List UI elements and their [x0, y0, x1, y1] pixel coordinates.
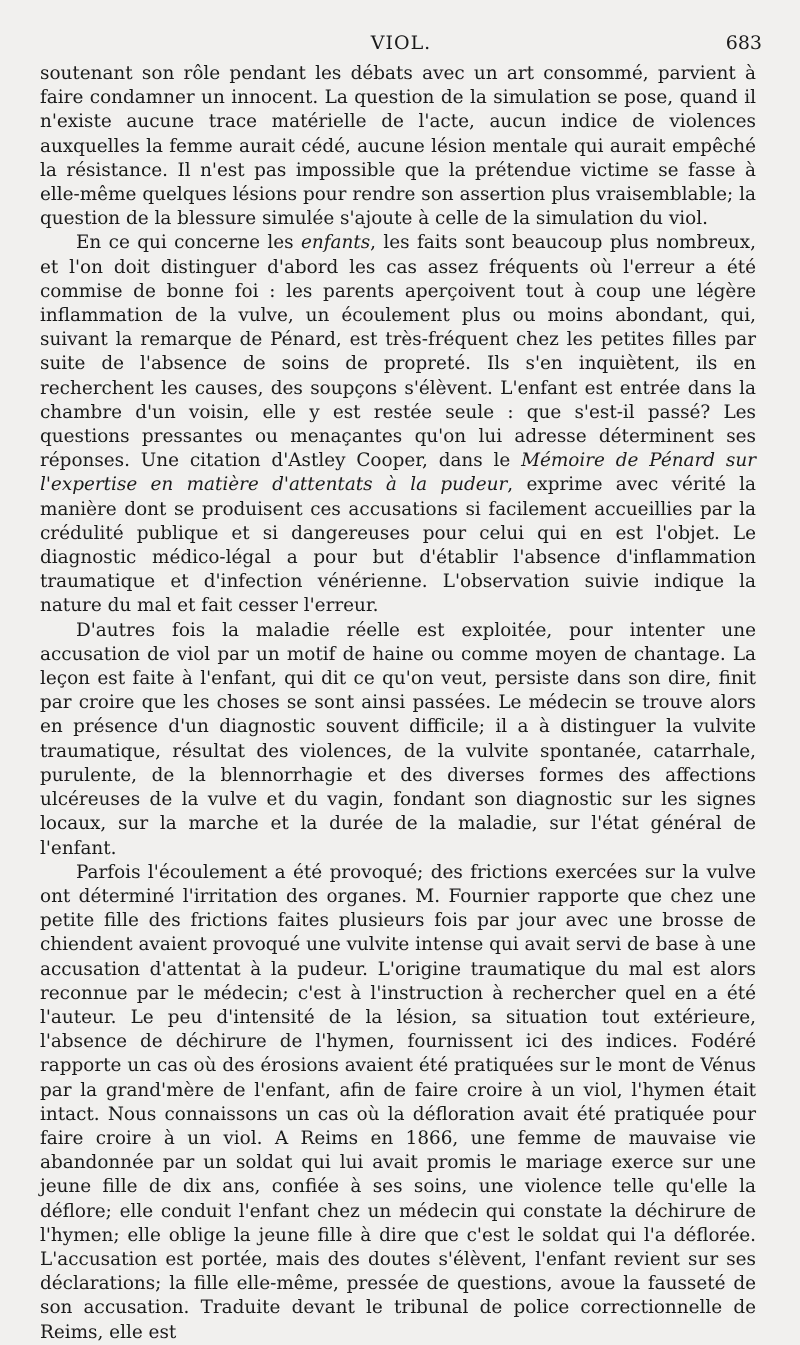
text-segment: soutenant son rôle pendant les débats avec un art consommé, parvient à faire condamner un innocent. La question de la simulation se pose, quand il n'existe aucune trace matérielle de l'acte, aucun indice de violences auxquelles la femme aurait cédé, aucune lésion mentale qui aurait empêché la résistance. Il n'est pas impossible que la prétendue victime se fasse à elle-même quelques lésions pour rendre son assertion plus vraisemblable; la question de la blessure simulée s'ajoute à celle de la simulation du viol.: [40, 63, 756, 230]
italic-segment: enfants: [301, 232, 371, 254]
page-header: [40, 32, 762, 60]
text-segment: D'autres fois la maladie réelle est exploitée, pour intenter une accusation de viol par un motif de haine ou comme moyen de chantage. La leçon est faite à l'enfant, qui dit ce qu'on veut, persiste dans son dire, finit par croire que les choses se sont ainsi passées. Le médecin se trouve alors en présence d'un diagnostic souvent difficile; il a à distinguer la vulvite traumatique, résultat des violences, de la vulvite spontanée, catarrhale, purulente, de la blennorrhagie et des diverses formes des affections ulcéreuses de la vulve et du vagin, fondant son diagnostic sur les signes locaux, sur la marche et la durée de la maladie, sur l'état général de l'enfant.: [40, 619, 756, 859]
text-segment: , les faits sont beaucoup plus nombreux, et l'on doit distinguer d'abord les cas assez fréquents où l'erreur a été commise de bonne foi : les parents aperçoivent tout à coup une légère inflammation de la vulve, un écoulement plus ou moins abondant, qui, suivant la remarque de Pénard, est très-fréquent chez les petites filles par suite de l'absence de soins de propreté. Ils s'en inquiètent, ils en recherchent les causes, des soupçons s'élèvent. L'enfant est entrée dans la chambre d'un voisin, elle y est restée seule : que s'est-il passé? Les questions pressantes ou menaçantes qu'on lui adresse déterminent ses réponses. Une citation d'Astley Cooper, dans le: [40, 232, 756, 472]
text-segment: En ce qui concerne les: [76, 232, 301, 254]
text-segment: , exprime avec vérité la manière dont se produisent ces accusations si facilement accueillies par la crédulité publique et si dangereuses pour celui qui en est l'objet. Le diagnostic médico-légal a pour but d'établir l'absence d'inflammation traumatique et d'infection vénérienne. L'observation suivie indique la nature du mal et fait cesser l'erreur.: [40, 474, 756, 617]
running-title: VIOL.: [370, 32, 432, 54]
body-text: [40, 62, 756, 1345]
paragraph-1: [40, 62, 756, 231]
italic-segment: Mémoire de Pénard sur l'expertise en matière d'attentats à la pudeur: [40, 450, 756, 496]
page-number: 683: [725, 32, 762, 54]
paragraph-3: [40, 619, 756, 861]
text-segment: Parfois l'écoulement a été provoqué; des frictions exercées sur la vulve ont déterminé l'irritation des organes. M. Fournier rapporte que chez une petite fille des frictions faites plusieurs fois par jour avec une brosse de chiendent avaient provoqué une vulvite intense qui avait servi de base à une accusation d'attentat à la pudeur. L'origine traumatique du mal est alors reconnue par le médecin; c'est à l'instruction à rechercher quel en a été l'auteur. Le peu d'intensité de la lésion, sa situation tout extérieure, l'absence de déchirure de l'hymen, fournissent ici des indices. Fodéré rapporte un cas où des érosions avaient été pratiquées sur le mont de Vénus par la grand'mère de l'enfant, afin de faire croire à un viol, l'hymen était intact. Nous connaissons un cas où la défloration avait été pratiquée pour faire croire à un viol. A Reims en 1866, une femme de mauvaise vie abandonnée par un soldat qui lui avait promis le mariage exerce sur une jeune fille de dix ans, confiée à ses soins, une violence telle qu'elle la déflore; elle conduit l'enfant chez un médecin qui constate la déchirure de l'hymen; elle oblige la jeune fille à dire que c'est le soldat qui l'a déflorée. L'accusation est portée, mais des doutes s'élèvent, l'enfant revient sur ses déclarations; la fille elle-même, pressée de questions, avoue la fausseté de son accusation. Traduite devant le tribunal de police correctionnelle de Reims, elle est: [40, 861, 756, 1343]
paragraph-2: [40, 231, 756, 618]
paragraph-4: [40, 861, 756, 1345]
